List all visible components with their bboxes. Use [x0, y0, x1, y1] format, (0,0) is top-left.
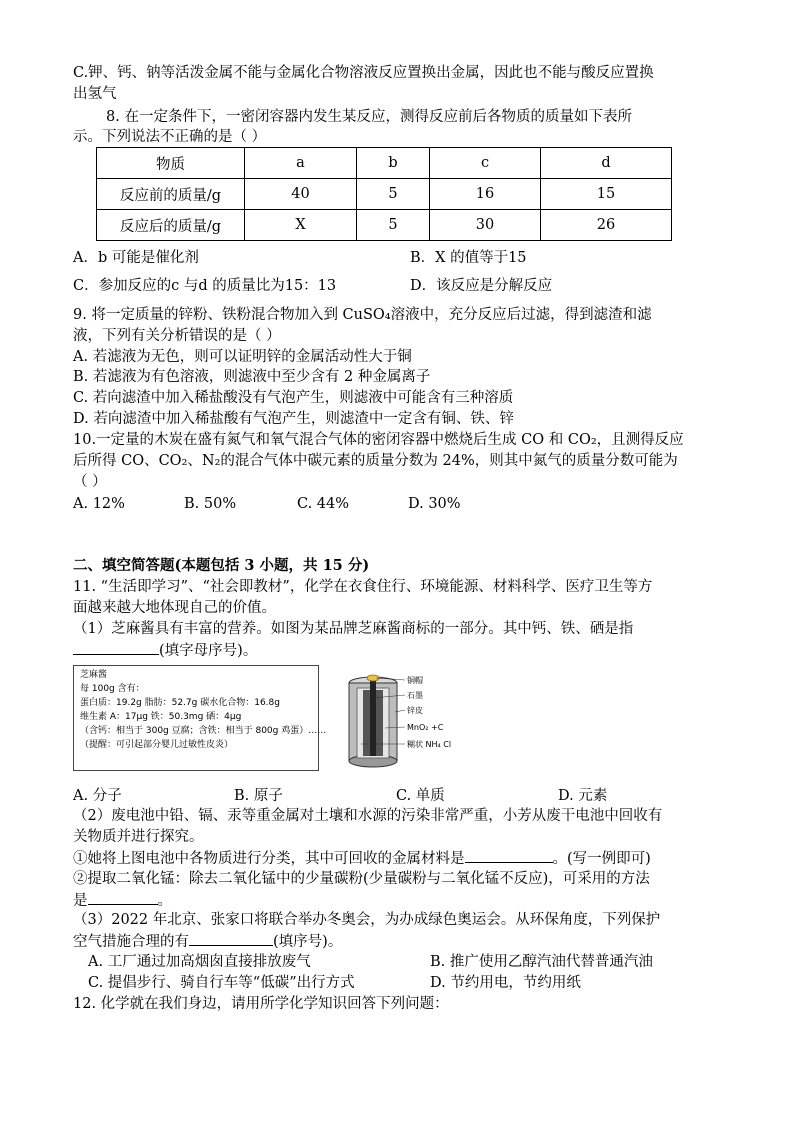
table-cell: c [430, 148, 541, 179]
q11-part3-option-a: A. 工厂通过加高烟囱直接排放废气 [88, 954, 311, 970]
q12-stem: 12. 化学就在我们身边，请用所学化学知识回答下列问题： [73, 996, 449, 1012]
q11-option-d: D. 元素 [558, 788, 608, 804]
q10-option-c: C. 44% [297, 496, 350, 512]
table-cell: 反应后的质量/g [97, 210, 245, 241]
answer-blank[interactable] [189, 931, 273, 946]
q11-part1-cont [73, 640, 257, 661]
table-cell: 5 [357, 179, 430, 210]
q10-stem: 10.一定量的木炭在盛有氮气和氧气混合气体的密闭容器中燃烧后生成 CO 和 CO₂，且测得反应 [73, 432, 684, 448]
label-line: 蛋白质：19.2g 脂肪：52.7g 碳水化合物：16.8g [80, 698, 280, 708]
table-cell: 40 [245, 179, 357, 210]
q11-part2-cont: 关物质并进行探究。 [73, 829, 204, 845]
table-cell: 26 [541, 210, 672, 241]
line-option-c: C.钾、钙、钠等活泼金属不能与金属化合物溶液反应置换出金属，因此也不能与酸反应置换 [73, 65, 654, 81]
battery-label-nh4cl: 糊状 NH₄ Cl [407, 740, 452, 749]
q8-stem-cont: 示。下列说法不正确的是（ ） [73, 129, 267, 145]
table-cell: 5 [357, 210, 430, 241]
q11-part2-item2-cont [73, 890, 172, 911]
sesame-label [73, 665, 327, 771]
q8-table [96, 147, 672, 241]
q11-stem-cont: 面越来越大地体现自己的价值。 [73, 600, 276, 616]
q11-part2: （2）废电池中铅、镉、汞等重金属对土壤和水源的污染非常严重，小芳从废干电池中回收有 [73, 808, 663, 824]
section-heading: 二、填空简答题(本题包括 3 小题，共 15 分) [73, 557, 370, 574]
battery-label-zinc: 锌皮 [407, 706, 423, 715]
q11-part1: （1）芝麻酱具有丰富的营养。如图为某品牌芝麻酱商标的一部分。其中钙、铁、硒是指 [73, 621, 634, 637]
q10-stem-cont: 后所得 CO、CO₂、N₂的混合气体中碳元素的质量分数为 24%，则其中氮气的质量分数可能为 [73, 453, 678, 469]
q9-stem-cont: 液，下列有关分析错误的是（ ） [73, 328, 281, 344]
answer-blank[interactable] [465, 848, 553, 863]
table-cell: 16 [430, 179, 541, 210]
q8-stem: 8. 在一定条件下，一密闭容器内发生某反应，测得反应前后各物质的质量如下表所 [106, 109, 632, 125]
q11-part2-item1 [73, 848, 651, 869]
q9-option-d: D. 若向滤渣中加入稀盐酸有气泡产生，则滤渣中一定含有铜、铁、锌 [73, 411, 514, 427]
table-cell: 15 [541, 179, 672, 210]
table-row [97, 179, 672, 210]
q10-option-d: D. 30% [408, 496, 461, 512]
q11-option-b: B. 原子 [234, 788, 283, 804]
q11-part3-option-b: B. 推广使用乙醇汽油代替普通汽油 [430, 954, 653, 970]
label-title: 芝麻酱 [80, 670, 108, 680]
answer-blank[interactable] [88, 890, 158, 905]
q8-option-a: A．b 可能是催化剂 [73, 250, 199, 266]
q11-part2-item2-prefix: 是 [73, 893, 88, 909]
q11-part1-hint: (填字母序号)。 [159, 643, 258, 659]
q9-option-c: C. 若向滤渣中加入稀盐酸没有气泡产生，则滤液中可能含有三种溶质 [73, 390, 514, 406]
q9-option-b: B. 若滤液为有色溶液，则滤液中至少含有 2 种金属离子 [73, 369, 431, 385]
q11-stem: 11. “生活即学习”、“社会即教材”，化学在衣食住行、环境能源、材料科学、医疗卫生等方 [73, 579, 653, 595]
q11-option-a: A. 分子 [73, 788, 122, 804]
table-cell: b [357, 148, 430, 179]
table-cell: a [245, 148, 357, 179]
q9-option-a: A. 若滤液为无色，则可以证明锌的金属活动性大于铜 [73, 349, 412, 365]
q11-part2-item2: ②提取二氧化锰：除去二氧化锰中的少量碳粉(少量碳粉与二氧化锰不反应)，可采用的方法 [73, 871, 650, 887]
label-line: 每 100g 含有： [80, 684, 145, 694]
q11-part2-item1-hint: 。(写一例即可) [552, 851, 651, 867]
q11-part3-option-d: D. 节约用电，节约用纸 [430, 975, 581, 991]
q11-part2-item1-text: ①她将上图电池中各物质进行分类，其中可回收的金属材料是 [73, 851, 465, 867]
dry-battery-diagram [343, 670, 473, 770]
table-cell: 30 [430, 210, 541, 241]
table-cell: X [245, 210, 357, 241]
table-cell: 物质 [97, 148, 245, 179]
q10-option-b: B. 50% [184, 496, 237, 512]
line-option-c-cont: 出氢气 [73, 86, 117, 102]
battery-label-mno2: MnO₂ +C [407, 723, 444, 732]
battery-label-cap: 铜帽 [407, 676, 423, 685]
q11-option-c: C. 单质 [396, 788, 445, 804]
q11-part3-cont [73, 931, 342, 952]
table-cell: d [541, 148, 672, 179]
label-line: （含钙：相当于 300g 豆腐；含铁：相当于 800g 鸡蛋）…… [80, 726, 327, 736]
table-cell: 反应前的质量/g [97, 179, 245, 210]
q8-option-c: C．参加反应的c 与d 的质量比为15：13 [73, 278, 337, 294]
q8-option-b: B．X 的值等于15 [410, 250, 527, 266]
table-row [97, 210, 672, 241]
q9-stem: 9. 将一定质量的锌粉、铁粉混合物加入到 CuSO₄溶液中，充分反应后过滤，得到滤渣和滤 [73, 307, 652, 323]
q11-part3-option-c: C. 提倡步行、骑自行车等“低碳”出行方式 [88, 975, 355, 991]
q11-part2-item2-end: 。 [157, 893, 172, 909]
q11-part3-text: 空气措施合理的有 [73, 934, 189, 950]
q11-part3-hint: (填序号)。 [273, 934, 343, 950]
label-line: 维生素 A：17μg 铁：50.3mg 硒：4μg [80, 712, 242, 722]
q8-option-d: D．该反应是分解反应 [410, 278, 553, 294]
q10-stem-paren: （ ） [73, 474, 107, 490]
q10-option-a: A. 12% [73, 496, 125, 512]
table-row [97, 148, 672, 179]
answer-blank[interactable] [73, 640, 159, 655]
battery-label-graphite: 石墨 [407, 691, 423, 700]
q11-part3: （3）2022 年北京、张家口将联合举办冬奥会，为办成绿色奥运会。从环保角度，下列保护 [73, 912, 661, 928]
label-line: （提醒：可引起部分婴儿过敏性皮炎） [80, 740, 234, 750]
